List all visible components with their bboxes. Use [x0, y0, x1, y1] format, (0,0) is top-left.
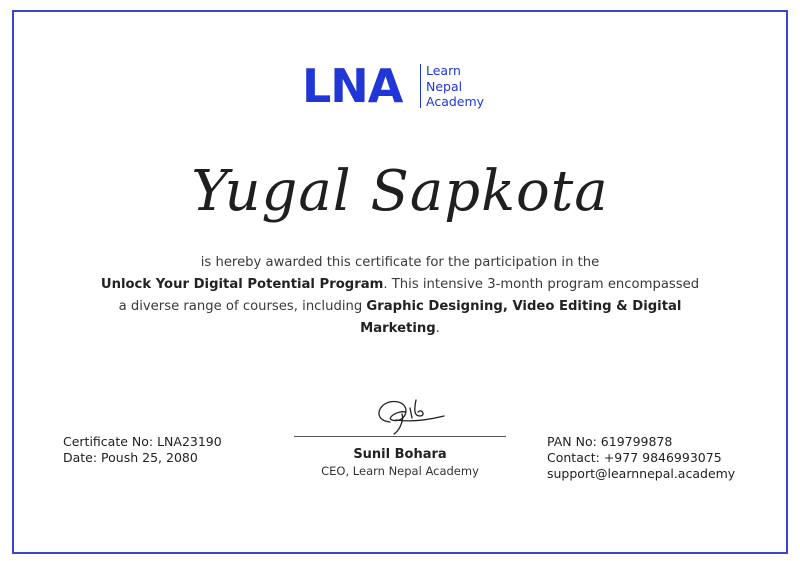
certificate-date: Date: Poush 25, 2080 — [63, 450, 198, 465]
contact-phone: Contact: +977 9846993075 — [547, 450, 722, 465]
pan-number: PAN No: 619799878 — [547, 434, 673, 449]
logo-line-learn: Learn — [426, 63, 461, 78]
contact-details — [547, 434, 735, 482]
certificate-number: Certificate No: LNA23190 — [63, 434, 222, 449]
contact-email: support@learnnepal.academy — [547, 466, 736, 481]
recipient-name: Yugal Sapkota — [191, 159, 609, 224]
signature-block — [294, 390, 506, 479]
program-name: Unlock Your Digital Potential Program — [100, 277, 384, 292]
course-list: Graphic Designing, Video Editing & Digital Marketing — [360, 299, 682, 336]
signature-line — [294, 436, 506, 437]
signatory-title: CEO, Learn Nepal Academy — [321, 464, 479, 478]
logo-wordmark — [426, 63, 484, 110]
body-middle: . This intensive 3-month program encompassed a diverse range of courses, including — [118, 277, 700, 314]
logo-divider — [420, 64, 421, 108]
certificate-body — [100, 252, 700, 340]
body-end: . — [435, 321, 440, 336]
signatory-name: Sunil Bohara — [353, 447, 447, 462]
logo-mark: LNA — [302, 59, 403, 113]
certificate-details — [63, 434, 222, 466]
signature-image — [340, 390, 460, 436]
body-intro: is hereby awarded this certificate for the participation in the — [200, 255, 600, 270]
logo-line-academy: Academy — [426, 94, 485, 109]
logo-line-nepal: Nepal — [426, 78, 463, 94]
